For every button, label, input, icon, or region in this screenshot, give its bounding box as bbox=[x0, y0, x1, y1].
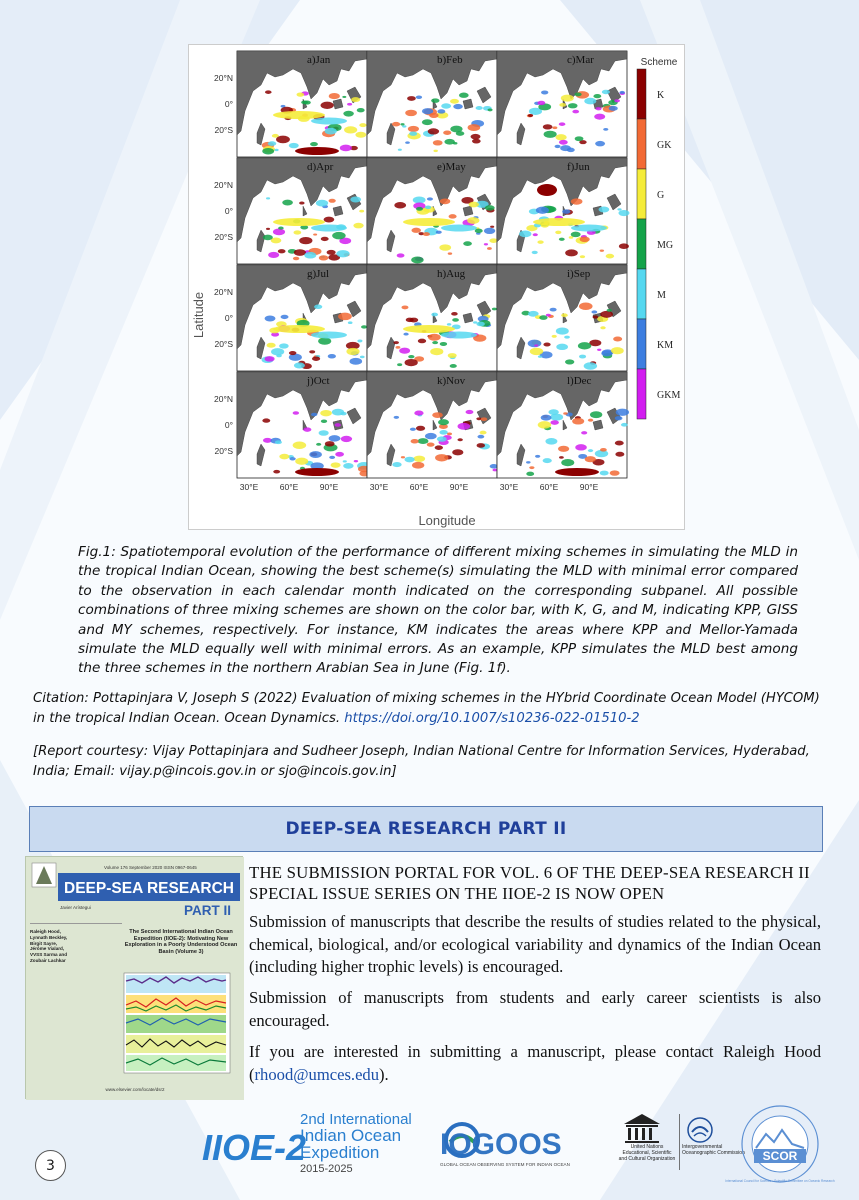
panel-label: d)Apr bbox=[307, 161, 334, 173]
iioe2-logo-mark: IIOE-2 bbox=[202, 1127, 307, 1168]
iogoos-wordmark: IOGOOS bbox=[440, 1128, 562, 1161]
panel-label: c)Mar bbox=[567, 54, 594, 66]
y-tick-label: 20°S bbox=[214, 339, 233, 349]
legend-label: GKM bbox=[657, 390, 681, 401]
panel-c-mar bbox=[497, 51, 627, 157]
x-tick-label: 90°E bbox=[319, 482, 339, 492]
panel-label: j)Oct bbox=[307, 375, 330, 387]
paragraph-1: Submission of manuscripts that describe the results of studies related to the physical, chemical, biological, and/or ecological variability and dynamics of the Indian Ocean (including higher trophic levels) is encouraged. bbox=[249, 912, 821, 976]
page-number bbox=[35, 1150, 66, 1181]
y-tick-label: 0° bbox=[224, 206, 233, 216]
panel-f-jun bbox=[497, 158, 630, 264]
section-title: DEEP-SEA RESEARCH PART II bbox=[285, 819, 567, 839]
panel-b-feb bbox=[367, 51, 497, 157]
iioe2-line2: Indian Ocean bbox=[300, 1126, 402, 1145]
panel-h-aug bbox=[367, 265, 497, 371]
panel-label: i)Sep bbox=[567, 268, 591, 280]
panel-label: a)Jan bbox=[307, 54, 331, 66]
ioc-text: Intergovernmental Oceanographic Commission bbox=[682, 1144, 745, 1156]
y-tick-label: 20°S bbox=[214, 446, 233, 456]
figure-caption: Fig.1: Spatiotemporal evolution of the performance of different mixing schemes in simulating the MLD in the tropical Indian Ocean, showing the best scheme(s) simulating the MLD with minimal error compared to the observation in each calendar month indicated on the corresponding subpanel. All possible combinations of three mixing schemes are shown on the color bar, with K, G, and M, indicating KPP, GISS and MY schemes, respectively. For instance, KM indicates the areas where KPP and Mellor-Yamada simulate the MLD equally well with minimal errors. As an example, KPP simulates the MLD best among the three schemes in the northern Arabian Sea in June (Fig. 1f). bbox=[78, 544, 798, 677]
scor-logo bbox=[725, 1104, 835, 1186]
legend-label: MG bbox=[657, 240, 674, 251]
paragraph-2: Submission of manuscripts from students and early career scientists is also encouraged. bbox=[249, 988, 821, 1030]
y-tick-label: 20°N bbox=[214, 180, 233, 190]
figure-canvas bbox=[189, 45, 686, 531]
x-tick-label: 60°E bbox=[409, 482, 429, 492]
cover-volume-line: Volume 176 September 2020 ISSN 0967-0645 bbox=[104, 865, 197, 870]
cover-masthead: DEEP-SEA RESEARCH bbox=[64, 880, 234, 897]
cover-guest-editors: Raleigh Hood, Lynnath Beckley, Birgit Sayre, Jérôme Vialard, VVSS Sarma and Zoubair Lachkar bbox=[30, 929, 68, 963]
panel-e-may bbox=[367, 158, 498, 264]
cover-editor: Javier Arístegui bbox=[60, 905, 91, 910]
panel-label: h)Aug bbox=[437, 268, 466, 280]
cover-issue-title: The Second International Indian Ocean Expedition (IIOE-2): Motivating New Exploration in a Poorly Understood Ocean Basin (Volume 3) bbox=[124, 929, 238, 955]
x-axis-label: Longitude bbox=[418, 513, 476, 528]
paragraph-3-text: If you are interested in submitting a manuscript, please contact Raleigh Hood ( bbox=[249, 1042, 821, 1084]
iioe2-line3: Expedition bbox=[300, 1143, 380, 1162]
citation bbox=[33, 689, 833, 728]
x-tick-label: 90°E bbox=[449, 482, 469, 492]
ioc-wave-icon bbox=[688, 1118, 712, 1142]
legend-label: M bbox=[657, 290, 666, 301]
legend-swatch-km bbox=[637, 319, 646, 369]
citation-text: Citation: Pottapinjara V, Joseph S (2022) Evaluation of mixing schemes in the HYbrid Coordinate Ocean Model (HYCOM) in the tropical Indian Ocean. Ocean Dynamics. bbox=[33, 691, 820, 726]
legend-swatch-gk bbox=[637, 119, 646, 169]
legend-label: KM bbox=[657, 340, 674, 351]
panel-l-dec bbox=[497, 372, 629, 492]
panel-label: k)Nov bbox=[437, 375, 466, 387]
unesco-ioc-logo bbox=[616, 1110, 748, 1174]
panel-label: b)Feb bbox=[437, 54, 463, 66]
y-tick-label: 20°N bbox=[214, 73, 233, 83]
panel-j-oct bbox=[214, 372, 371, 492]
iioe2-logo bbox=[200, 1104, 425, 1176]
legend-label: GK bbox=[657, 140, 672, 151]
iioe2-line1: 2nd International bbox=[300, 1111, 412, 1128]
y-axis-label: Latitude bbox=[191, 291, 206, 339]
legend-title: Scheme bbox=[640, 57, 678, 68]
panel-i-sep bbox=[497, 265, 627, 371]
y-tick-label: 20°S bbox=[214, 232, 233, 242]
legend-swatch-m bbox=[637, 269, 646, 319]
x-tick-label: 60°E bbox=[539, 482, 559, 492]
scor-wordmark: SCOR bbox=[762, 1149, 798, 1163]
contact-email-link[interactable]: rhood@umces.edu bbox=[254, 1064, 380, 1084]
panel-label: e)May bbox=[437, 161, 466, 173]
y-tick-label: 0° bbox=[224, 99, 233, 109]
cover-part: PART II bbox=[184, 903, 231, 918]
x-tick-label: 90°E bbox=[579, 482, 599, 492]
legend-label: K bbox=[657, 90, 665, 101]
x-tick-label: 60°E bbox=[279, 482, 299, 492]
x-tick-label: 30°E bbox=[239, 482, 259, 492]
legend-swatch-k bbox=[637, 69, 646, 119]
legend-swatch-g bbox=[637, 169, 646, 219]
article-title: THE SUBMISSION PORTAL FOR VOL. 6 OF THE DEEP-SEA RESEARCH II SPECIAL ISSUE SERIES ON THE IIOE-2 IS NOW OPEN bbox=[249, 863, 810, 903]
iogoos-logo bbox=[434, 1118, 594, 1168]
section-banner bbox=[29, 806, 823, 852]
y-tick-label: 20°N bbox=[214, 394, 233, 404]
legend-swatch-mg bbox=[637, 219, 646, 269]
unesco-temple-icon bbox=[624, 1114, 660, 1143]
paragraph-3 bbox=[249, 1041, 821, 1086]
cover-url: www.elsevier.com/locate/dsr2 bbox=[105, 1087, 165, 1092]
panel-label: l)Dec bbox=[567, 375, 592, 387]
panel-a-jan bbox=[214, 51, 367, 157]
report-courtesy: [Report courtesy: Vijay Pottapinjara and Sudheer Joseph, Indian National Centre for Information Services, Hyderabad, India; Email: vijay.p@incois.gov.in or sjo@incois.gov.in] bbox=[33, 744, 810, 779]
mld-scheme-figure bbox=[188, 44, 685, 530]
journal-cover-art bbox=[26, 857, 244, 1100]
iioe2-years: 2015-2025 bbox=[300, 1163, 353, 1175]
legend-label: G bbox=[657, 190, 665, 201]
iogoos-tagline: GLOBAL OCEAN OBSERVING SYSTEM FOR INDIAN OCEAN bbox=[440, 1162, 570, 1167]
y-tick-label: 20°S bbox=[214, 125, 233, 135]
panel-k-nov bbox=[367, 372, 498, 492]
citation-doi-link[interactable]: https://doi.org/10.1007/s10236-022-01510-2 bbox=[344, 710, 640, 726]
panel-label: f)Jun bbox=[567, 161, 590, 173]
legend-swatch-gkm bbox=[637, 369, 646, 419]
page-number-text: 3 bbox=[46, 1157, 55, 1174]
x-tick-label: 30°E bbox=[499, 482, 519, 492]
y-tick-label: 0° bbox=[224, 420, 233, 430]
panel-label: g)Jul bbox=[307, 268, 329, 280]
panel-d-apr bbox=[214, 158, 367, 264]
x-tick-label: 30°E bbox=[369, 482, 389, 492]
scor-ring-text: International Council for Science · Scientific Committee on Oceanic Research bbox=[725, 1179, 835, 1183]
journal-cover-image bbox=[25, 856, 243, 1099]
paragraph-3-tail: ). bbox=[379, 1064, 389, 1084]
y-tick-label: 20°N bbox=[214, 287, 233, 297]
panel-g-jul bbox=[214, 265, 367, 371]
y-tick-label: 0° bbox=[224, 313, 233, 323]
unesco-text: United Nations Educational, Scientific and Cultural Organization bbox=[618, 1144, 676, 1162]
